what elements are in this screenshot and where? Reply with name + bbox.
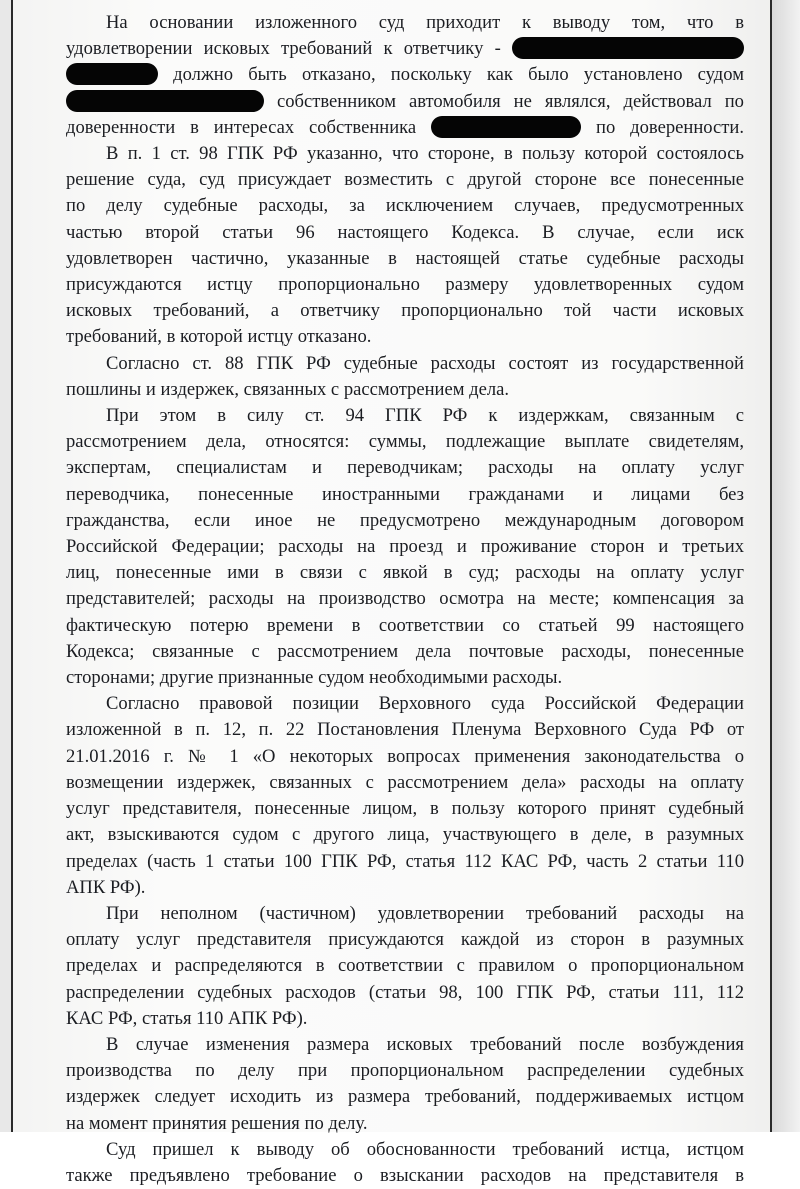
redaction-block xyxy=(66,63,158,85)
paragraph-supreme-court xyxy=(66,691,744,901)
page-right-shadow xyxy=(772,0,800,1132)
text-line: Согласно правовой позиции Верховного суда Российской Федерации xyxy=(106,693,744,715)
text-line xyxy=(66,62,744,88)
paragraph-conclusion xyxy=(66,10,744,141)
text-line: удовлетворен частично, указанные в настоящей статье судебные расходы xyxy=(66,247,744,269)
redaction-block xyxy=(66,90,264,112)
text-line: издержек следует исходить из размера требований, поддерживаемых истцом xyxy=(66,1086,744,1108)
text-line: В п. 1 ст. 98 ГПК РФ указанно, что стороне, в пользу которой состоялось xyxy=(106,143,744,165)
text-line: КАС РФ, статья 110 АПК РФ). xyxy=(66,1007,308,1029)
text-segment: удовлетворении исковых требований к ответчику - xyxy=(66,38,501,60)
redaction-block xyxy=(512,37,744,59)
text-line: требований, в которой истцу отказано. xyxy=(66,326,372,348)
text-line: экспертам, специалистам и переводчикам; расходы на оплату услуг xyxy=(66,457,744,479)
paragraph-art-94 xyxy=(66,403,744,691)
text-line: исковых требований, а ответчику пропорционально той части исковых xyxy=(66,300,744,322)
text-line: Российской Федерации; расходы на проезд и проживание сторон и третьих xyxy=(66,536,744,558)
text-line xyxy=(66,89,744,115)
page-left-edge xyxy=(11,0,13,1132)
text-line: решение суда, суд присуждает возместить с другой стороне все понесенные xyxy=(66,169,744,191)
text-line: оплату услуг представителя присуждаются каждой из сторон в разумных xyxy=(66,929,744,951)
text-line: пределах и распределяются в соответствии с правилом о пропорциональном xyxy=(66,955,744,977)
text-line: При этом в силу ст. 94 ГПК РФ к издержкам, связанным с xyxy=(106,405,744,427)
document-body xyxy=(66,10,744,1189)
text-line: лиц, понесенные ими в связи с явкой в суд; расходы на оплату услуг xyxy=(66,562,744,584)
text-line: На основании изложенного суд приходит к выводу том, что в xyxy=(106,12,744,33)
paragraph-court-finding xyxy=(66,1137,744,1189)
text-segment: по доверенности. xyxy=(596,116,745,138)
paragraph-art-98 xyxy=(66,141,744,351)
paragraph-art-88 xyxy=(66,351,744,403)
text-line xyxy=(66,36,744,62)
text-line: гражданства, если иное не предусмотрено международным договором xyxy=(66,509,744,531)
text-line: на момент принятия решения по делу. xyxy=(66,1112,368,1134)
text-line: представителей; расходы на производство осмотра на месте; компенсация за xyxy=(66,588,744,610)
text-line: производства по делу при пропорциональном распределении судебных xyxy=(66,1060,744,1082)
text-line: фактическую потерю времени в соответствии со статьей 99 настоящего xyxy=(66,614,744,636)
text-line: по делу судебные расходы, за исключением случаев, предусмотренных xyxy=(66,195,744,217)
text-line: переводчика, понесенные иностранными гражданами и лицами без xyxy=(66,483,744,505)
page-left-shadow xyxy=(0,0,11,1132)
text-line: распределении судебных расходов (статьи 98, 100 ГПК РФ, статьи 111, 112 xyxy=(66,981,744,1003)
text-line: Согласно ст. 88 ГПК РФ судебные расходы состоят из государственной xyxy=(106,352,744,374)
page-right-edge xyxy=(770,0,772,1132)
text-line: изложенной в п. 12, п. 22 Постановления Пленума Верховного Суда РФ от xyxy=(66,719,744,741)
text-line: акт, взыскиваются судом с другого лица, участвующего в деле, в разумных xyxy=(66,824,744,846)
redaction-block xyxy=(431,116,581,138)
text-line xyxy=(66,115,744,141)
paragraph-partial-satisfaction xyxy=(66,901,744,1032)
text-line: Суд пришел к выводу об обоснованности требований истца, истцом xyxy=(106,1138,744,1160)
text-line: присуждаются истцу пропорционально размеру удовлетворенных судом xyxy=(66,274,744,296)
text-line: пошлины и издержек, связанных с рассмотрением дела. xyxy=(66,378,510,400)
text-line: рассмотрением дела, относятся: суммы, подлежащие выплате свидетелям, xyxy=(66,431,744,453)
text-line: сторонами; другие признанные судом необходимыми расходы. xyxy=(66,667,563,689)
paragraph-claim-change xyxy=(66,1032,744,1137)
text-segment: доверенности в интересах собственника xyxy=(66,116,417,138)
text-line: Кодекса; связанные с рассмотрением дела почтовые расходы, понесенные xyxy=(66,640,744,662)
text-line: частью второй статьи 96 настоящего Кодекса. В случае, если иск xyxy=(66,221,744,243)
text-line: услуг представителя, понесенные лицом, в пользу которого принят судебный xyxy=(66,798,744,820)
text-line: пределах (часть 1 статьи 100 ГПК РФ, статья 112 КАС РФ, часть 2 статьи 110 xyxy=(66,850,744,872)
text-line: В случае изменения размера исковых требований после возбуждения xyxy=(106,1033,744,1055)
text-segment: собственником автомобиля не являлся, действовал по xyxy=(277,90,744,112)
text-line: возмещении издержек, связанных с рассмотрением дела» расходы на оплату xyxy=(66,771,744,793)
text-line: При неполном (частичном) удовлетворении требований расходы на xyxy=(106,902,744,924)
text-segment: должно быть отказано, поскольку как было установлено судом xyxy=(173,64,744,86)
text-line: 21.01.2016 г. № 1 «О некоторых вопросах применения законодательства о xyxy=(66,745,744,767)
text-line: также предъявлено требование о взыскании расходов на представителя в xyxy=(66,1164,744,1186)
text-line: АПК РФ). xyxy=(66,876,146,898)
